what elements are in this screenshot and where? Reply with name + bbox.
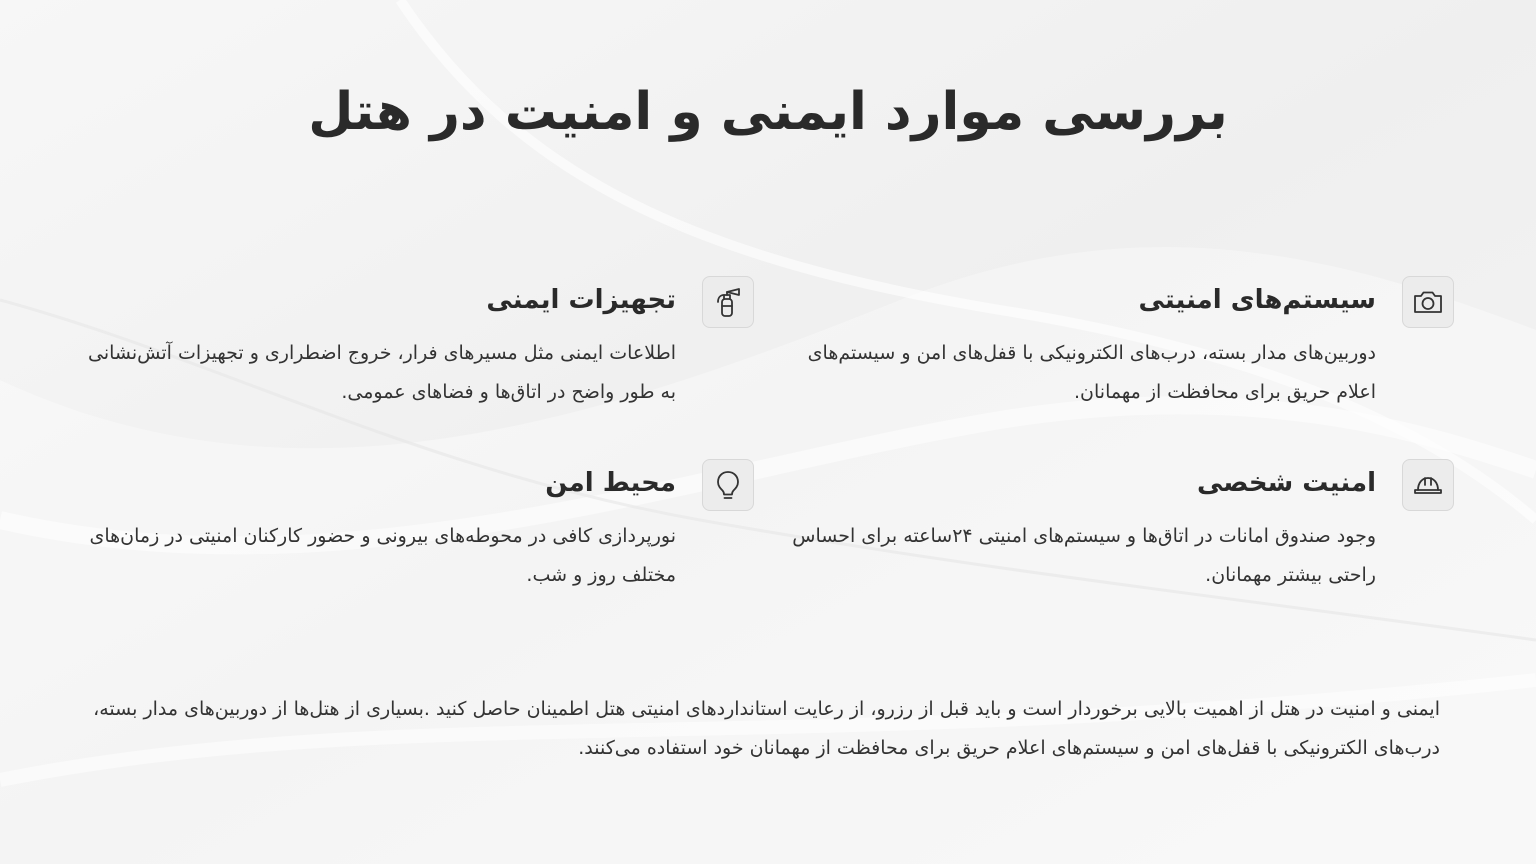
slide-title: بررسی موارد ایمنی و امنیت در هتل	[308, 82, 1228, 142]
fire-extinguisher-icon	[702, 276, 754, 328]
feature-title: سیستم‌های امنیتی	[1138, 285, 1376, 315]
feature-safe-environment	[89, 459, 754, 609]
feature-personal-security	[794, 459, 1454, 609]
feature-description: اطلاعات ایمنی مثل مسیرهای فرار، خروج اضطراری و تجهیزات آتش‌نشانی به طور واضح در اتاق‌ها و فضاهای عمومی.	[88, 342, 676, 403]
feature-title: محیط امن	[545, 468, 676, 498]
feature-description: نورپردازی کافی در محوطه‌های بیرونی و حضور کارکنان امنیتی در زمان‌های مختلف روز و شب.	[89, 525, 676, 586]
camera-icon	[1402, 276, 1454, 328]
lightbulb-icon	[702, 459, 754, 511]
feature-title: امنیت شخصی	[1196, 468, 1376, 498]
feature-description: دوربین‌های مدار بسته، درب‌های الکترونیکی با قفل‌های امن و سیستم‌های اعلام حریق برای محافظت از مهمانان.	[807, 342, 1376, 403]
summary-paragraph: ایمنی و امنیت در هتل از اهمیت بالایی برخوردار است و باید قبل از رزرو، از رعایت استانداردهای امنیتی هتل اطمینان حاصل کنید .بسیاری از هتل‌ها از دوربین‌های مدار بسته، درب‌های الکترونیکی با قفل‌های امن و سیستم‌های اعلام حریق برای محافظت از مهمانان خود استفاده می‌کنند.	[93, 698, 1440, 759]
hard-hat-icon	[1402, 459, 1454, 511]
feature-safety-equipment	[88, 276, 754, 426]
feature-security-systems	[794, 276, 1454, 426]
feature-title: تجهیزات ایمنی	[486, 285, 676, 315]
feature-description: وجود صندوق امانات در اتاق‌ها و سیستم‌های امنیتی ۲۴ساعته برای احساس راحتی بیشتر مهمانان.	[792, 525, 1376, 586]
